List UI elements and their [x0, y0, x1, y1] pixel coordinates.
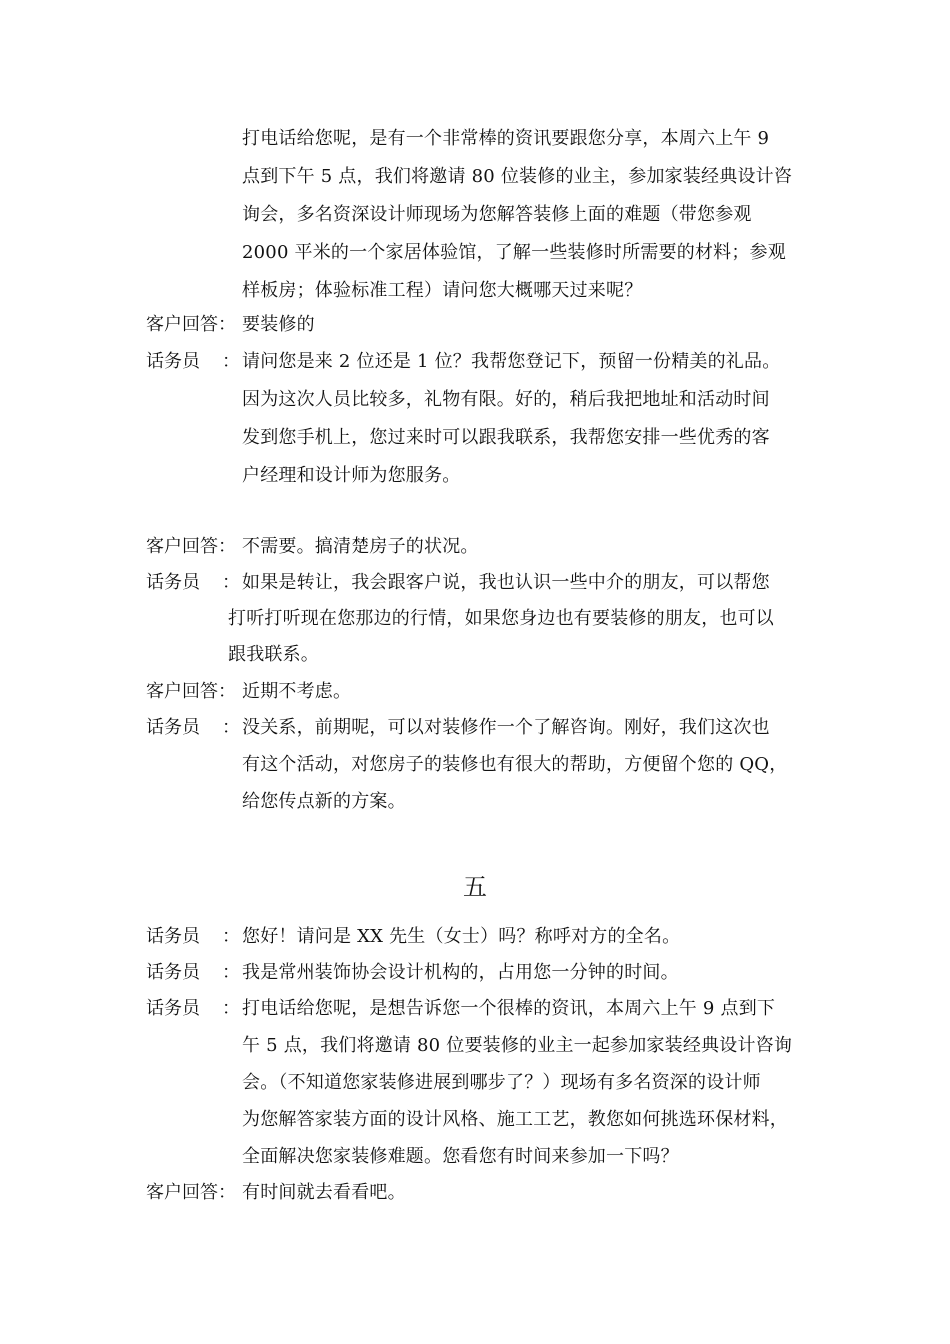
agent-colon: ： [222, 351, 240, 372]
agent-line: 全面解决您家装修难题。您看您有时间来参加一下吗？ [242, 1146, 679, 1167]
agent-colon: ： [222, 962, 240, 983]
agent-line: 午 5 点，我们将邀请 80 位要装修的业主一起参加家装经典设计咨询 [242, 1035, 793, 1056]
customer-label: 客户回答： [146, 314, 236, 335]
paragraph-line: 2000 平米的一个家居体验馆，了解一些装修时所需要的材料；参观 [242, 242, 786, 263]
agent-line: 我是常州装饰协会设计机构的，占用您一分钟的时间。 [242, 962, 679, 983]
customer-reply: 近期不考虑。 [242, 681, 352, 702]
agent-label: 话务员 [146, 717, 200, 738]
customer-label: 客户回答： [146, 681, 236, 702]
agent-label: 话务员 [146, 998, 200, 1019]
agent-colon: ： [222, 572, 240, 593]
agent-label: 话务员 [146, 572, 200, 593]
customer-label: 客户回答： [146, 536, 236, 557]
agent-line: 您好！请问是 XX 先生（女士）吗？称呼对方的全名。 [242, 926, 681, 947]
paragraph-line: 询会，多名资深设计师现场为您解答装修上面的难题（带您参观 [242, 204, 752, 225]
paragraph-line: 点到下午 5 点，我们将邀请 80 位装修的业主，参加家装经典设计咨 [242, 166, 793, 187]
agent-line: 有这个活动，对您房子的装修也有很大的帮助，方便留个您的 QQ， [242, 754, 788, 775]
agent-label: 话务员 [146, 351, 200, 372]
paragraph-line: 打电话给您呢，是有一个非常棒的资讯要跟您分享，本周六上午 9 [242, 128, 770, 149]
section-heading: 五 [463, 873, 487, 901]
agent-line: 户经理和设计师为您服务。 [242, 465, 461, 486]
agent-label: 话务员 [146, 926, 200, 947]
agent-colon: ： [222, 717, 240, 738]
agent-line: 打听打听现在您那边的行情，如果您身边也有要装修的朋友，也可以 [228, 608, 774, 629]
agent-line: 跟我联系。 [228, 644, 319, 665]
agent-line: 打电话给您呢，是想告诉您一个很棒的资讯，本周六上午 9 点到下 [242, 998, 776, 1019]
agent-line: 请问您是来 2 位还是 1 位？我帮您登记下，预留一份精美的礼品。 [242, 351, 781, 372]
agent-line: 发到您手机上，您过来时可以跟我联系，我帮您安排一些优秀的客 [242, 427, 770, 448]
customer-reply: 不需要。搞清楚房子的状况。 [242, 536, 479, 557]
agent-line: 没关系，前期呢，可以对装修作一个了解咨询。刚好，我们这次也 [242, 717, 770, 738]
agent-line: 因为这次人员比较多，礼物有限。好的，稍后我把地址和活动时间 [242, 389, 770, 410]
agent-colon: ： [222, 998, 240, 1019]
agent-line: 如果是转让，我会跟客户说，我也认识一些中介的朋友，可以帮您 [242, 572, 770, 593]
agent-colon: ： [222, 926, 240, 947]
customer-label: 客户回答： [146, 1182, 236, 1203]
agent-label: 话务员 [146, 962, 200, 983]
paragraph-line: 样板房；体验标准工程）请问您大概哪天过来呢？ [242, 280, 643, 301]
agent-line: 为您解答家装方面的设计风格、施工工艺，教您如何挑选环保材料， [242, 1109, 788, 1130]
agent-line: 会。（不知道您家装修进展到哪步了？）现场有多名资深的设计师 [242, 1072, 761, 1093]
agent-line: 给您传点新的方案。 [242, 791, 406, 812]
customer-reply: 要装修的 [242, 314, 315, 335]
customer-reply: 有时间就去看看吧。 [242, 1182, 406, 1203]
